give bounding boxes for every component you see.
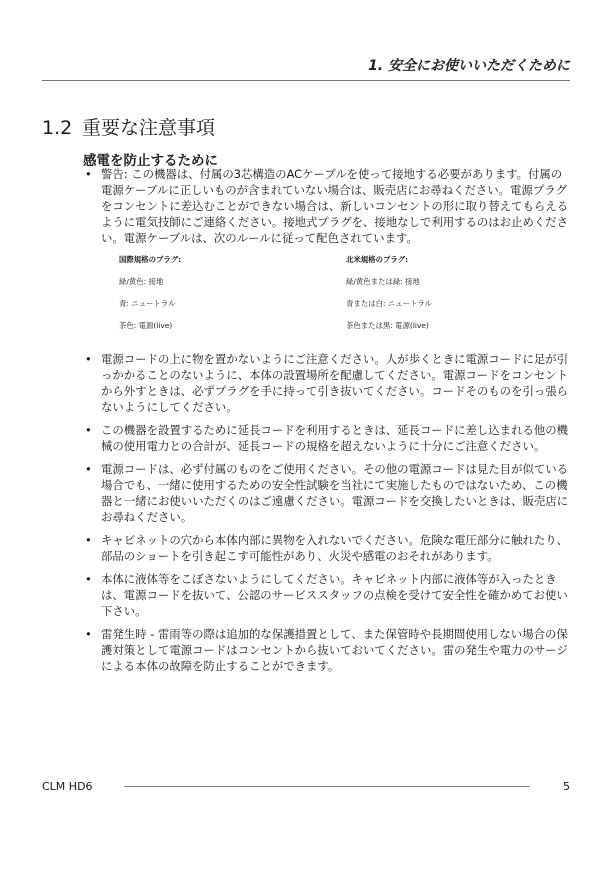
section-number: 1.2 — [42, 117, 73, 139]
bullet-item — [83, 351, 573, 415]
bullet-item — [83, 461, 573, 525]
safety-bullet-list — [83, 166, 573, 674]
header-divider — [42, 80, 570, 81]
plug-header-international: 国際規格のプラグ: — [119, 255, 182, 264]
plug-table-row — [119, 277, 573, 299]
bullet-icon: • — [85, 167, 92, 181]
page-number: 5 — [563, 780, 570, 793]
bullet-text: 電源コードの上に物を置かないようにご注意ください。人が歩くときに電源コードに足が引っかかることのないように、本体の設置場所を配慮してください。電源コードをコンセントから外すときは、必ずプラグを手に持って引き抜いてください。コードそのものを引っ張らないようにしてください。 — [101, 352, 569, 414]
plug-table-row — [119, 321, 573, 343]
bullet-text: 電源コードは、必ず付属のものをご使用ください。その他の電源コードは見た目が似ている場合でも、一緒に使用するための安全性試験を当社にて実施したものではないため、この機器と一緒にお使いいただくのはご遠慮ください。電源コードを交換したいときは、販売店にお尋ねください。 — [101, 462, 569, 524]
section-title — [42, 113, 215, 140]
plug-header-north-america: 北米規格のプラグ: — [346, 255, 409, 264]
plug-cell: 青または白: ニュートラル — [346, 299, 432, 308]
subheading-electric-shock: 感電を防止するために — [83, 153, 218, 169]
bullet-item — [83, 626, 573, 674]
body-content — [83, 166, 573, 681]
bullet-item — [83, 166, 573, 343]
plug-cell: 茶色: 電源(live) — [119, 321, 173, 330]
plug-cell: 緑/黄色または緑: 接地 — [346, 277, 420, 286]
bullet-icon: • — [85, 627, 92, 641]
bullet-text: 雷発生時 - 雷雨等の際は追加的な保護措置として、また保管時や長期間使用しない場合の保護対策として電源コードはコンセントから抜いておいてください。雷の発生や電力のサージによる本体の故障を防止することができます。 — [101, 627, 568, 673]
footer-product-name: CLM HD6 — [42, 780, 93, 793]
bullet-item — [83, 532, 573, 564]
bullet-text: キャビネットの穴から本体内部に異物を入れないでください。危険な電圧部分に触れたり、部品のショートを引き起こす可能性があり、火災や感電のおそれがあります。 — [101, 533, 569, 563]
bullet-icon: • — [85, 423, 92, 437]
bullet-icon: • — [85, 533, 92, 547]
bullet-icon: • — [85, 352, 92, 366]
footer-divider — [124, 786, 530, 787]
bullet-item — [83, 422, 573, 454]
plug-cell: 青: ニュートラル — [119, 299, 176, 308]
plug-cell: 茶色または黒: 電源(live) — [346, 321, 429, 330]
plug-cell: 緑/黄色: 接地 — [119, 277, 164, 286]
plug-table-row — [119, 299, 573, 321]
bullet-icon: • — [85, 572, 92, 586]
chapter-header: 1. 安全にお使いいただくために — [368, 58, 570, 74]
plug-color-table — [119, 255, 573, 343]
bullet-text: この機器を設置するために延長コードを利用するときは、延長コードに差し込まれる他の機械の使用電力との合計が、延長コードの規格を超えないように十分にご注意ください。 — [101, 423, 569, 453]
plug-table-header — [119, 255, 573, 277]
bullet-text: 警告: この機器は、付属の3芯構造のACケーブルを使って接地する必要があります。付属の電源ケーブルに正しいものが含まれていない場合は、販売店にお尋ねください。電源プラグをコンセントに差込むことができない場合は、新しいコンセントの形に取り替えてもらえるように電気技師にご連絡ください。接地式プラグを、接地なしで利用するのはお止めください。電源ケーブルは、次のルールに従って配色されています。 — [101, 167, 569, 245]
section-title-text: 重要な注意事項 — [82, 117, 216, 139]
bullet-text: 本体に液体等をこぼさないようにしてください。キャビネット内部に液体等が入ったときは、電源コードを抜いて、公認のサービススタッフの点検を受けて安全性を確かめてお使い下さい。 — [101, 572, 568, 618]
bullet-icon: • — [85, 462, 92, 476]
bullet-item — [83, 571, 573, 619]
